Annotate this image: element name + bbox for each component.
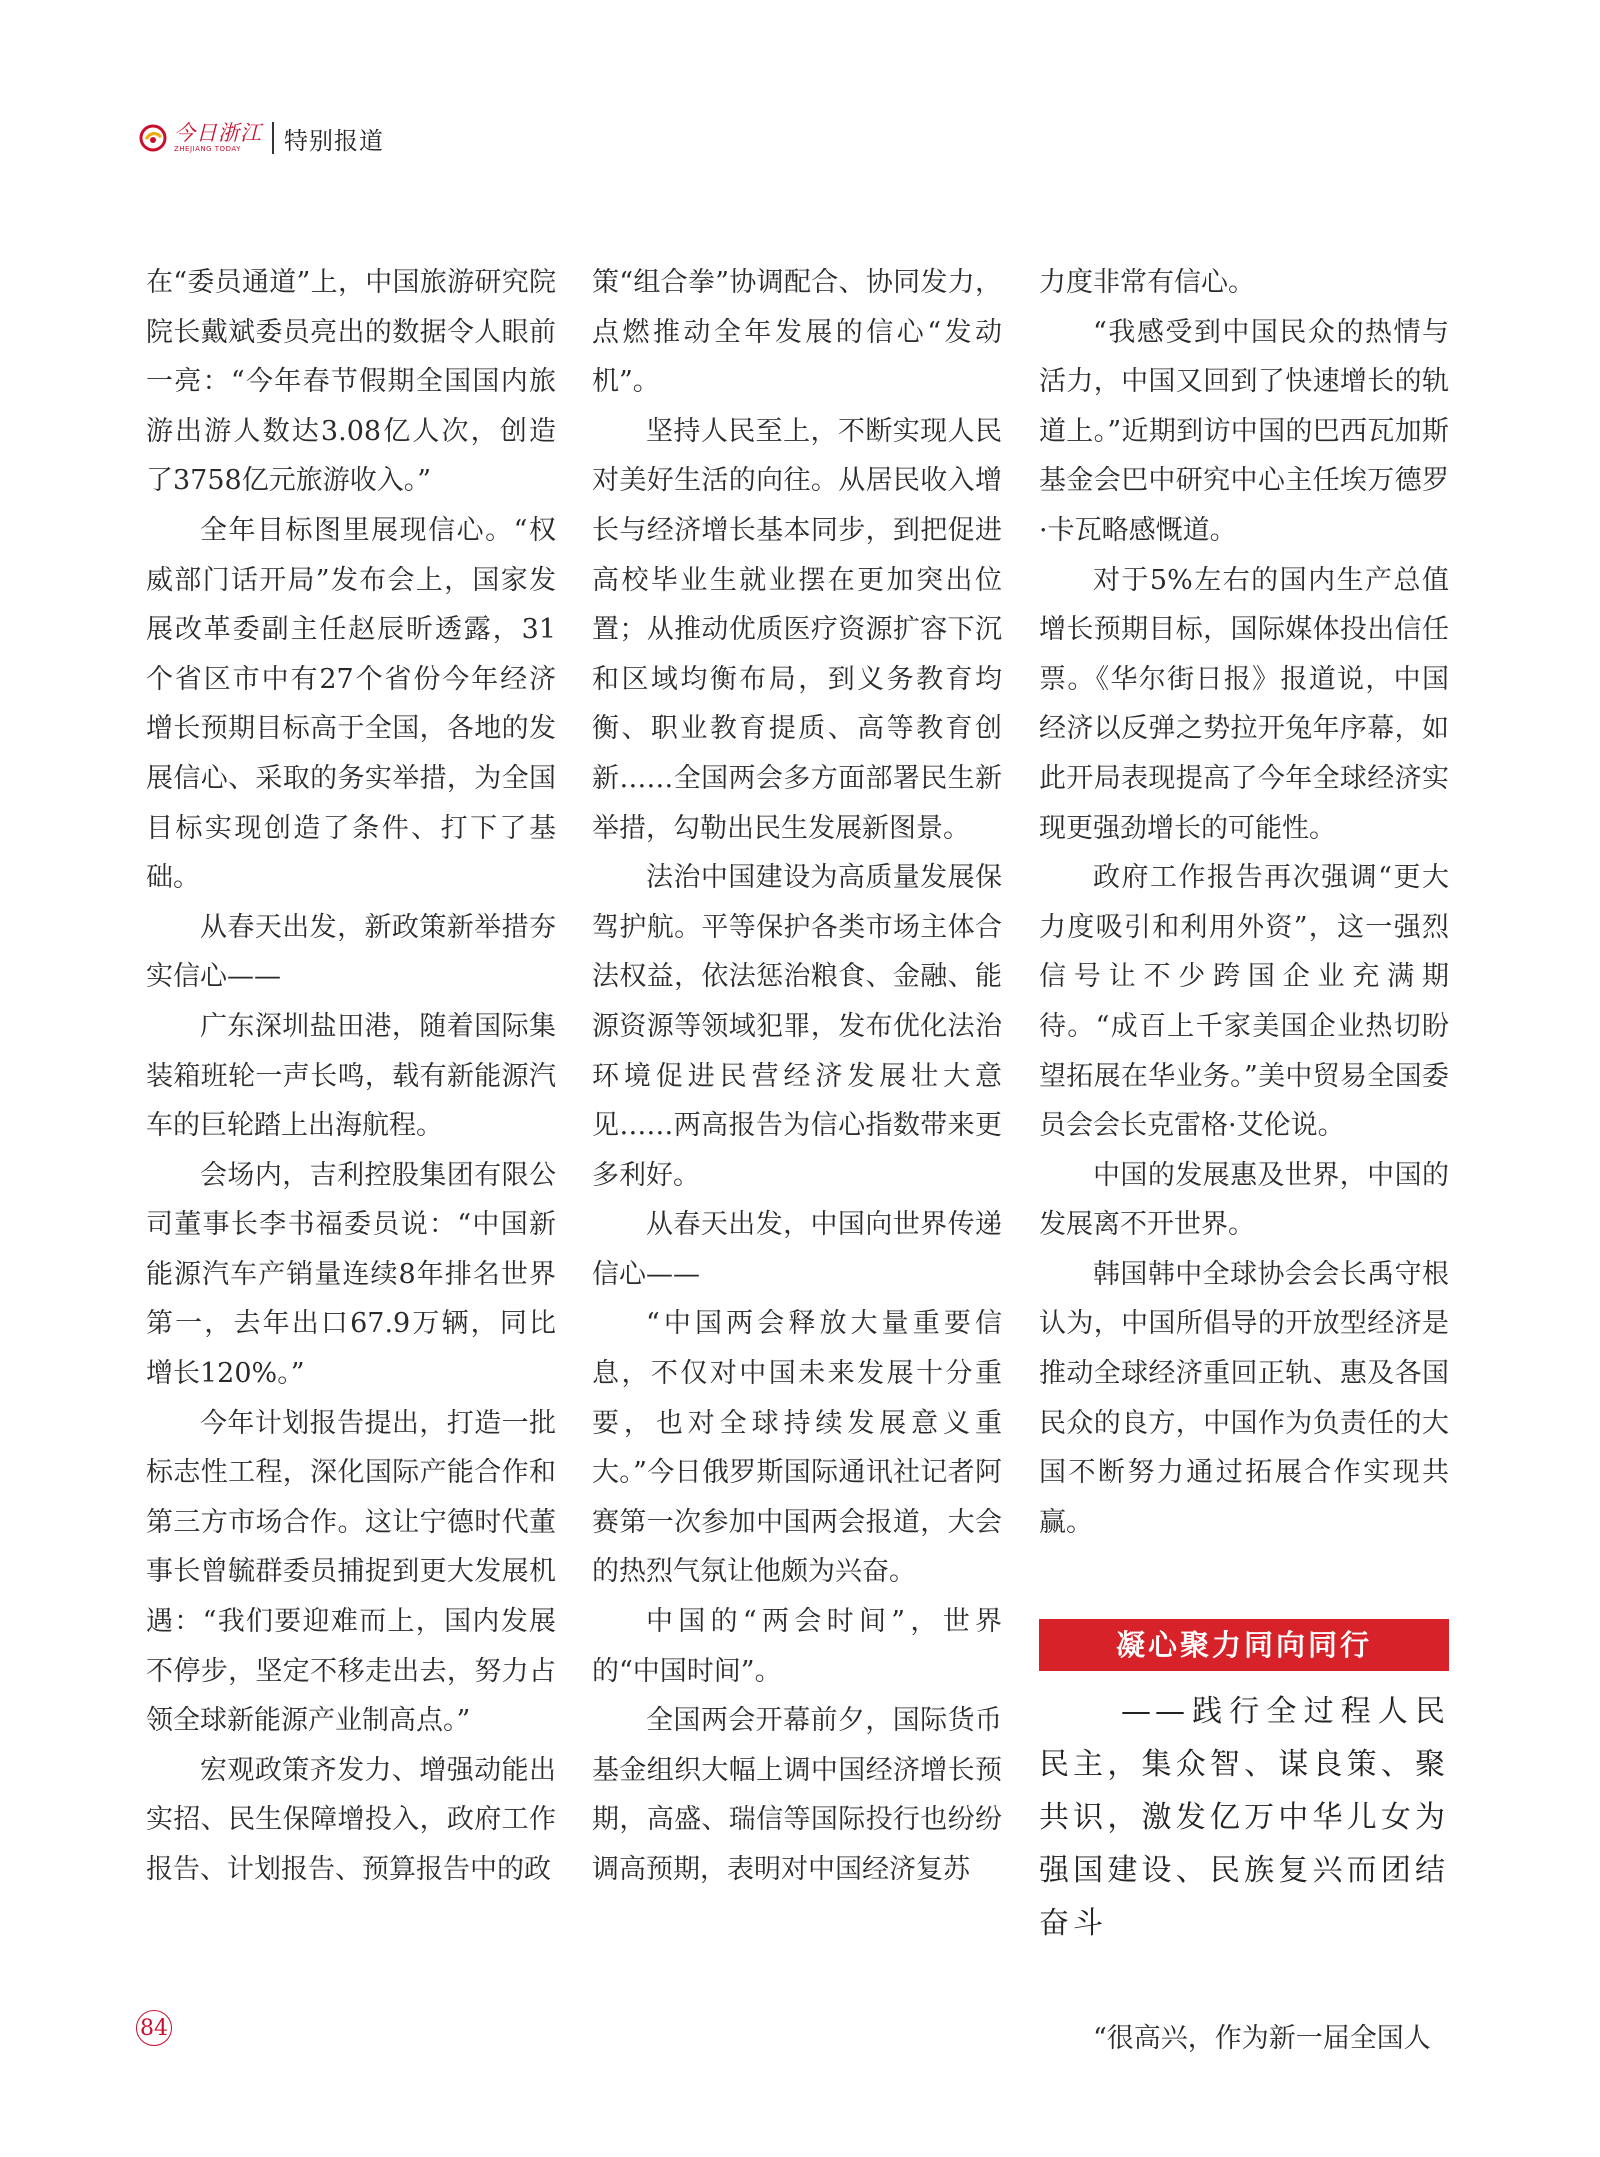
paragraph: 全年目标图里展现信心。“权威部门话开局”发布会上，国家发展改革委副主任赵辰昕透露，31个省区市中有27个省份今年经济增长预期目标高于全国，各地的发展信心、采取的务实举措，为全国目标实现创造了条件、打下了基础。: [146, 514, 556, 894]
logo-swirl-icon: [138, 123, 168, 153]
paragraph: 从春天出发，中国向世界传递信心——: [592, 1209, 1002, 1290]
paragraph: 法治中国建设为高质量发展保驾护航。平等保护各类市场主体合法权益，依法惩治粮食、金融、能源资源等领域犯罪，发布优化法治环境促进民营经济发展壮大意见……两高报告为信心指数带来更多利好。: [592, 862, 1002, 1191]
logo-title: 今日浙江: [174, 121, 262, 145]
column-1: [146, 258, 556, 1895]
subheading-text: ——践行全过程人民民主，集众智、谋良策、聚共识，激发亿万中华儿女为强国建设、民族复兴而团结奋斗: [1039, 1694, 1449, 1942]
section-subheading: [1039, 1685, 1449, 1950]
section-label: 特别报道: [284, 126, 384, 155]
paragraph: 从春天出发，新政策新举措夯实信心——: [146, 911, 556, 993]
paragraph: 今年计划报告提出，打造一批标志性工程，深化国际产能合作和第三方市场合作。这让宁德时代董事长曾毓群委员捕捉到更大发展机遇：“我们要迎难而上，国内发展不停步，坚定不移走出去，努力占领全球新能源产业制高点。”: [146, 1407, 556, 1737]
page-header: [138, 118, 384, 158]
header-divider: [272, 122, 274, 154]
paragraph: 韩国韩中全球协会会长禹守根认为，中国所倡导的开放型经济是推动全球经济重回正轨、惠及各国民众的良方，中国作为负责任的大国不断努力通过拓展合作实现共赢。: [1039, 1258, 1449, 1538]
paragraph: 中国的“两会时间”，世界的“中国时间”。: [592, 1606, 1002, 1687]
section-heading: 凝心聚力同向同行: [1039, 1619, 1449, 1671]
paragraph: 在“委员通道”上，中国旅游研究院院长戴斌委员亮出的数据令人眼前一亮：“今年春节假期全国国内旅游出游人数达3.08亿人次，创造了3758亿元旅游收入。”: [146, 267, 556, 497]
column-2: [592, 258, 1002, 1895]
paragraph: “中国两会释放大量重要信息，不仅对中国未来发展十分重要，也对全球持续发展意义重大。”今日俄罗斯国际通讯社记者阿赛第一次参加中国两会报道，大会的热烈气氛让他颇为兴奋。: [592, 1308, 1002, 1588]
logo-subtitle: ZHEJIANG TODAY: [174, 145, 241, 153]
paragraph: 广东深圳盐田港，随着国际集装箱班轮一声长鸣，载有新能源汽车的巨轮踏上出海航程。: [146, 1010, 556, 1142]
paragraph: 力度非常有信心。: [1039, 267, 1255, 298]
paragraph: 全国两会开幕前夕，国际货币基金组织大幅上调中国经济增长预期，高盛、瑞信等国际投行也纷纷调高预期，表明对中国经济复苏: [592, 1705, 1002, 1885]
paragraph: 政府工作报告再次强调“更大力度吸引和利用外资”，这一强烈信号让不少跨国企业充满期待。“成百上千家美国企业热切盼望拓展在华业务。”美中贸易全国委员会会长克雷格·艾伦说。: [1039, 862, 1449, 1142]
paragraph: 宏观政策齐发力、增强动能出实招、民生保障增投入，政府工作报告、计划报告、预算报告中的政: [146, 1754, 556, 1885]
logo: [138, 123, 262, 153]
paragraph: 对于5%左右的国内生产总值增长预期目标，国际媒体投出信任票。《华尔街日报》报道说，中国经济以反弹之势拉开兔年序幕，如此开局表现提高了今年全球经济实现更强劲增长的可能性。: [1039, 564, 1449, 844]
paragraph: “我感受到中国民众的热情与活力，中国又回到了快速增长的轨道上。”近期到访中国的巴西瓦加斯基金会巴中研究中心主任埃万德罗·卡瓦略感慨道。: [1039, 316, 1449, 546]
paragraph: 坚持人民至上，不断实现人民对美好生活的向往。从居民收入增长与经济增长基本同步，到把促进高校毕业生就业摆在更加突出位置；从推动优质医疗资源扩容下沉和区域均衡布局，到义务教育均衡、职业教育提质、高等教育创新……全国两会多方面部署民生新举措，勾勒出民生发展新图景。: [592, 415, 1002, 844]
paragraph: 会场内，吉利控股集团有限公司董事长李书福委员说：“中国新能源汽车产销量连续8年排名世界第一，去年出口67.9万辆，同比增长120%。”: [146, 1159, 556, 1390]
paragraph: “很高兴，作为新一届全国人: [1093, 2023, 1431, 2055]
paragraph: 中国的发展惠及世界，中国的发展离不开世界。: [1039, 1159, 1449, 1241]
page-number: 84: [136, 2010, 172, 2046]
column-3: [1039, 258, 1449, 2064]
paragraph: 策“组合拳”协调配合、协同发力，点燃推动全年发展的信心“发动机”。: [592, 267, 1002, 398]
